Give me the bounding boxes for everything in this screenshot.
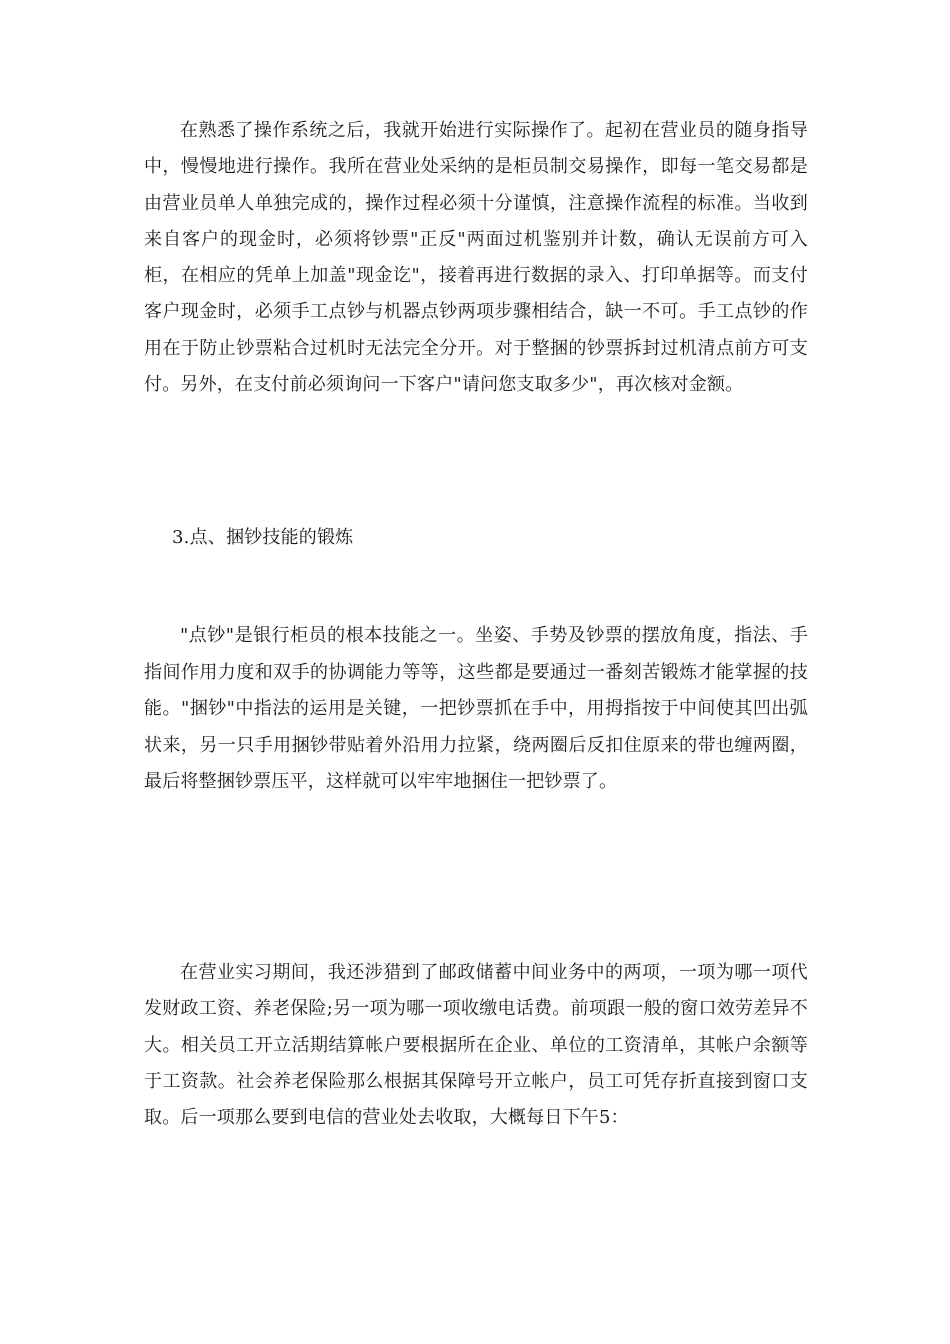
paragraph-cash-operations: 在熟悉了操作系统之后，我就开始进行实际操作了。起初在营业员的随身指导中，慢慢地进行操作。我所在营业处采纳的是柜员制交易操作，即每一笔交易都是由营业员单人单独完成的，操作过程必须十分谨慎，注意操作流程的标准。当收到来自客户的现金时，必须将钞票"正反"两面过机鉴别并计数，确认无误前方可入柜，在相应的凭单上加盖"现金讫"，接着再进行数据的录入、打印单据等。而支付客户现金时，必须手工点钞与机器点钞两项步骤相结合，缺一不可。手工点钞的作用在于防止钞票粘合过机时无法完全分开。对于整捆的钞票拆封过机清点前方可支付。另外，在支付前必须询问一下客户"请问您支取多少"，再次核对金额。 — [144, 120, 808, 396]
paragraph-counting-bundling: "点钞"是银行柜员的根本技能之一。坐姿、手势及钞票的摆放角度，指法、手指间作用力度和双手的协调能力等等，这些都是要通过一番刻苦锻炼才能掌握的技能。"捆钞"中指法的运用是关键，一把钞票抓在手中，用拇指按于中间使其凹出弧状来，另一只手用捆钞带贴着外沿用力拉紧，绕两圈后反扣住原来的带也缠两圈，最后将整捆钞票压平，这样就可以牢牢地捆住一把钞票了。 — [144, 625, 808, 792]
section-heading-counting-skills: 3.点、捆钞技能的锻炼 — [172, 527, 354, 548]
paragraph-intermediary-business: 在营业实习期间，我还涉猎到了邮政储蓄中间业务中的两项，一项为哪一项代发财政工资、养老保险;另一项为哪一项收缴电话费。前项跟一般的窗口效劳差异不大。相关员工开立活期结算帐户要根据所在企业、单位的工资清单，其帐户余额等于工资款。社会养老保险那么根据其保障号开立帐户，员工可凭存折直接到窗口支取。后一项那么要到电信的营业处去收取，大概每日下午5： — [144, 962, 808, 1129]
